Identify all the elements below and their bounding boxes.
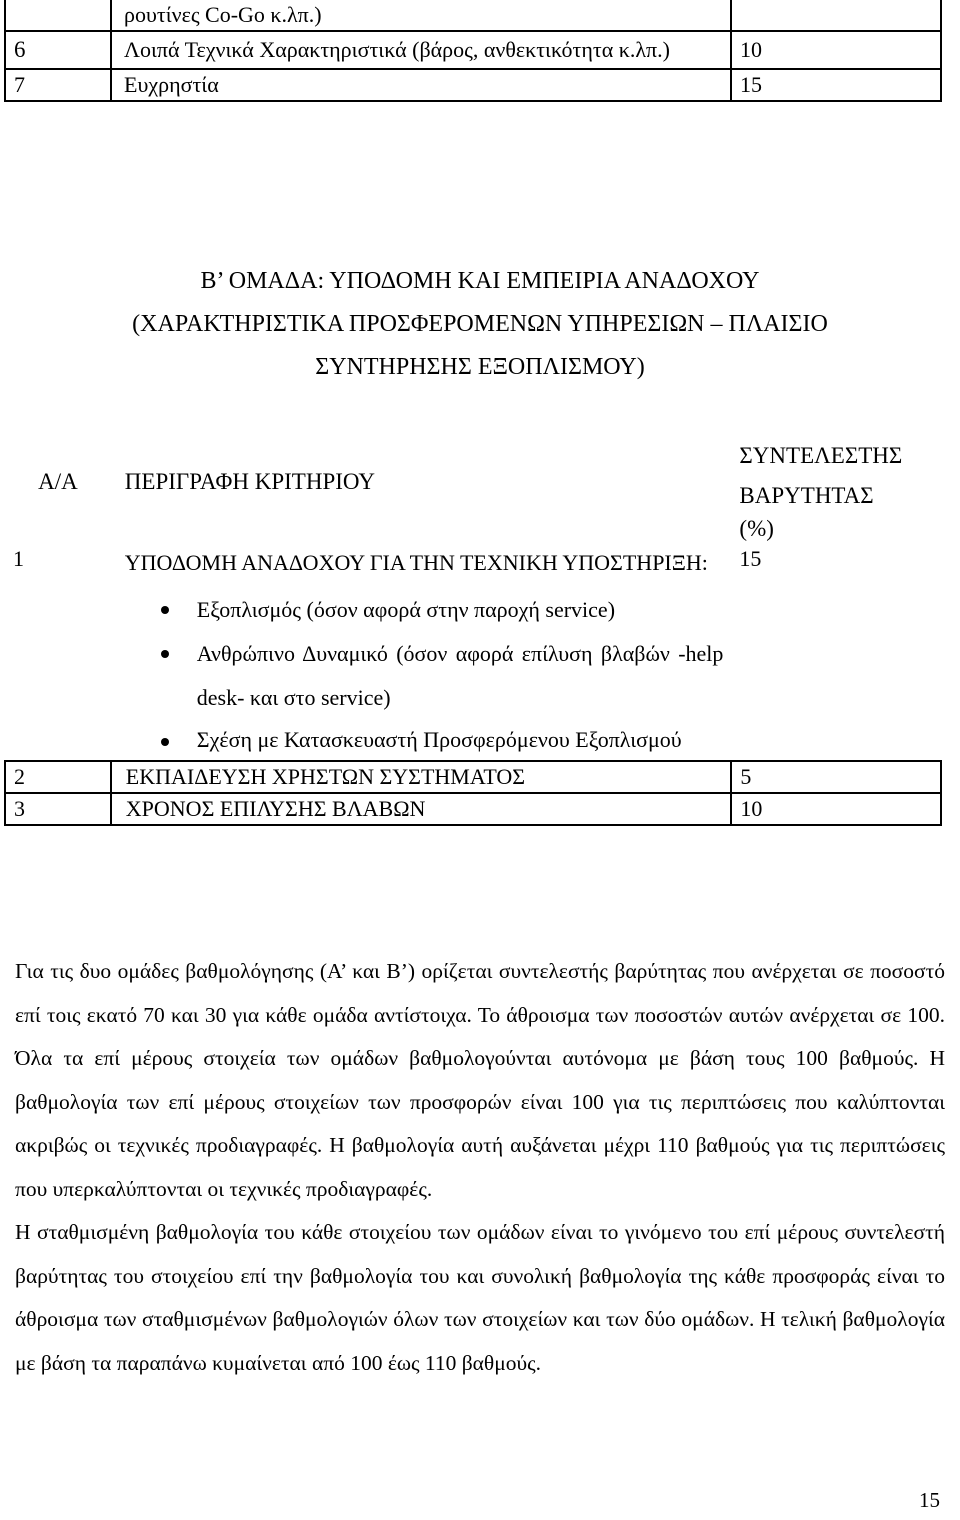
list-item: Εξοπλισμός (όσον αφορά στην παροχή service) xyxy=(197,588,724,632)
row-description: Λοιπά Τεχνικά Χαρακτηριστικά (βάρος, ανθεκτικότητα κ.λπ.) xyxy=(111,31,731,69)
list-item: Ανθρώπινο Δυναμικό (όσον αφορά επίλυση βλαβών -help desk- και στο service) xyxy=(197,632,724,720)
row-number: 7 xyxy=(5,69,111,101)
table-row xyxy=(5,761,941,793)
table-row xyxy=(5,0,941,31)
table-row xyxy=(5,793,941,825)
row-number: 6 xyxy=(5,31,111,69)
row-description: Ευχρηστία xyxy=(111,69,731,101)
table-row xyxy=(5,542,941,761)
section-title-line: Β’ ΟΜΑΔΑ: ΥΠΟΔΟΜΗ ΚΑΙ ΕΜΠΕΙΡΙΑ ΑΝΑΔΟΧΟΥ xyxy=(200,268,760,294)
table-row xyxy=(5,69,941,101)
header-weight xyxy=(731,434,941,542)
row-weight xyxy=(731,0,941,31)
header-number xyxy=(5,434,111,542)
criteria-table-group-b xyxy=(4,434,942,826)
paragraph: Για τις δυο ομάδες βαθμολόγησης (Α’ και Β’) ορίζεται συντελεστής βαρύτητας που ανέρχεται σε ποσοστό επί τοις εκατό 70 και 30 για κάθε ομάδα αντίστοιχα. Το άθροισμα των ποσοστών αυτών ανέρχεται σε 100. Όλα τα επί μέρους στοιχεία των ομάδων βαθμολογούνται αυτόνομα με βάση τους 100 βαθμούς. Η βαθμολογία των επί μέρους στοιχείων των προσφορών είναι 100 για τις περιπτώσεις που καλύπτονται ακριβώς οι τεχνικές προδιαγραφές. Η βαθμολογία αυτή αυξάνεται μέχρι 110 βαθμούς για τις περιπτώσεις που υπερκαλύπτονται οι τεχνικές προδιαγραφές. xyxy=(15,959,945,1201)
row-weight: 10 xyxy=(731,31,941,69)
row-number: 2 xyxy=(5,761,111,793)
criteria-table-continued xyxy=(4,0,942,102)
header-weight-line: ΣΥΝΤΕΛΕΣΤΗΣ xyxy=(739,443,903,468)
criterion-bullet-list xyxy=(125,588,724,760)
row-number xyxy=(5,0,111,31)
header-description-label: ΠΕΡΙΓΡΑΦΗ ΚΡΙΤΗΡΙΟΥ xyxy=(124,469,375,494)
list-item: Σχέση με Κατασκευαστή Προσφερόμενου Εξοπλισμού xyxy=(197,720,724,760)
header-number-label: Α/Α xyxy=(38,469,78,494)
paragraph: Η σταθμισμένη βαθμολογία του κάθε στοιχείου των ομάδων είναι το γινόμενο του επί μέρους συντελεστή βαρύτητας του στοιχείου επί την βαθμολογία του και συνολική βαθμολογία της κάθε προσφοράς είναι το άθροισμα των σταθμισμένων βαθμολογιών όλων των στοιχείων και των δύο ομάδων. Η τελική βαθμολογία με βάση τα παραπάνω κυμαίνεται από 100 έως 110 βαθμούς. xyxy=(15,1220,945,1375)
row-number: 1 xyxy=(13,546,24,571)
page-number: 15 xyxy=(919,1488,940,1512)
row-weight: 15 xyxy=(739,546,762,571)
header-weight-line: ΒΑΡΥΤΗΤΑΣ xyxy=(739,483,874,508)
row-weight: 15 xyxy=(731,69,941,101)
section-title-line: ΣΥΝΤΗΡΗΣΗΣ ΕΞΟΠΛΙΣΜΟΥ) xyxy=(315,354,645,380)
header-description xyxy=(111,434,732,542)
row-description: ΥΠΟΔΟΜΗ ΑΝΑΔΟΧΟΥ ΓΙΑ ΤΗΝ ΤΕΧΝΙΚΗ ΥΠΟΣΤΗΡΙΞΗ: xyxy=(124,550,708,575)
row-description: ΧΡΟΝΟΣ ΕΠΙΛΥΣΗΣ ΒΛΑΒΩΝ xyxy=(111,793,732,825)
row-weight: 10 xyxy=(731,793,941,825)
row-number: 3 xyxy=(5,793,111,825)
header-weight-line: (%) xyxy=(739,516,774,541)
row-description: ΕΚΠΑΙΔΕΥΣΗ ΧΡΗΣΤΩΝ ΣΥΣΤΗΜΑΤΟΣ xyxy=(111,761,732,793)
table-row xyxy=(5,31,941,69)
body-text xyxy=(15,950,945,1385)
section-title-line: (ΧΑΡΑΚΤΗΡΙΣΤΙΚΑ ΠΡΟΣΦΕΡΟΜΕΝΩΝ ΥΠΗΡΕΣΙΩΝ – ΠΛΑΙΣΙΟ xyxy=(132,311,828,337)
row-description-cell xyxy=(111,542,732,761)
table-header-row xyxy=(5,434,941,542)
section-title xyxy=(0,260,960,389)
row-weight: 5 xyxy=(731,761,941,793)
row-description: ρουτίνες Co-Go κ.λπ.) xyxy=(111,0,731,31)
